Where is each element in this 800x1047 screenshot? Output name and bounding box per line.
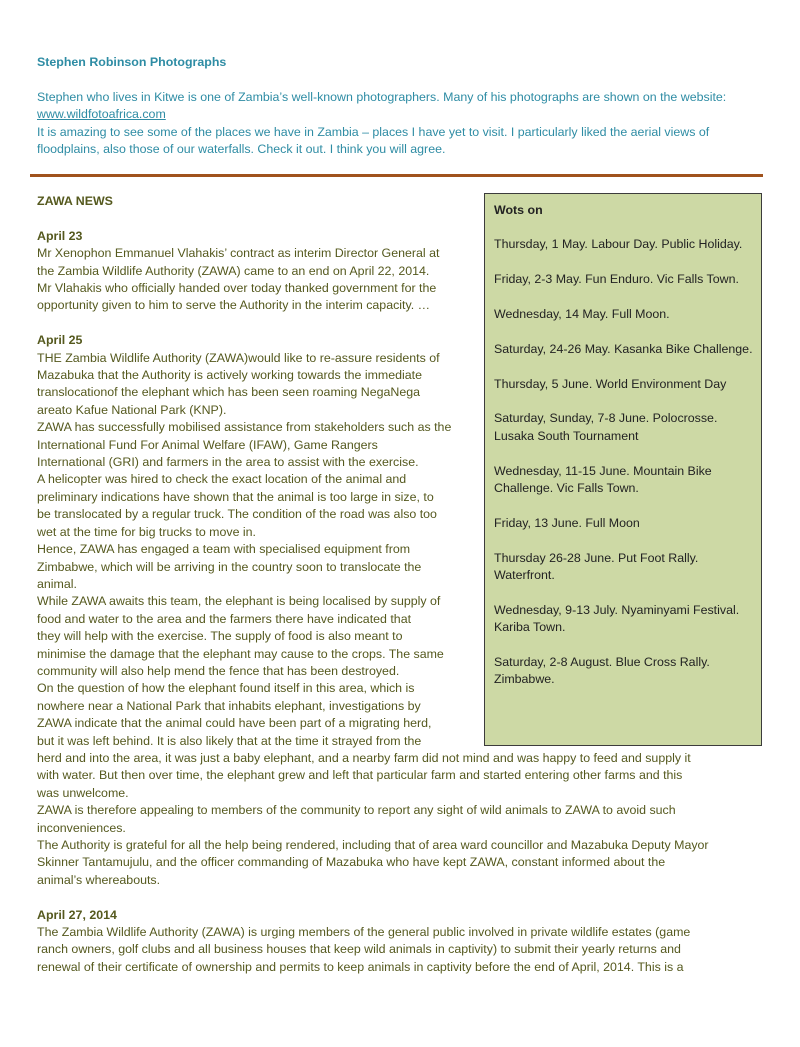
wots-on-title: Wots on [494, 203, 543, 217]
event-item: Thursday, 1 May. Labour Day. Public Holiday. [494, 237, 743, 252]
photographs-intro-text: Stephen who lives in Kitwe is one of Zambia’s well-known photographers. Many of his photographs are shown on the website: [37, 90, 727, 104]
news-text-line: While ZAWA awaits this team, the elephant is being localised by supply of [37, 594, 441, 609]
event-item: Friday, 2-3 May. Fun Enduro. Vic Falls Town. [494, 272, 739, 287]
section-title-photographs: Stephen Robinson Photographs [37, 55, 227, 69]
news-text-line: with water. But then over time, the elephant grew and left that particular farm and started entering other farms and this [37, 768, 683, 783]
event-item: Thursday 26-28 June. Put Foot Rally. Waterfront. [494, 550, 699, 582]
news-text-line: A helicopter was hired to check the exact location of the animal and [37, 472, 407, 487]
news-text-line: THE Zambia Wildlife Authority (ZAWA)would like to re-assure residents of [37, 350, 440, 365]
news-text-line: animal. [37, 576, 77, 591]
news-date-heading: April 23 [37, 228, 83, 243]
news-text-line: but it was left behind. It is also likely that at the time it strayed from the [37, 733, 422, 748]
news-text-line: herd and into the area, it was just a baby elephant, and a nearby farm did not mind and was happy to feed and supply it [37, 750, 691, 765]
photographs-body [37, 89, 767, 159]
event-item: Saturday, 24-26 May. Kasanka Bike Challenge. [494, 341, 753, 356]
event-item: Wednesday, 14 May. Full Moon. [494, 307, 670, 321]
event-item: Wednesday, 11-15 June. Mountain Bike Challenge. Vic Falls Town. [494, 463, 712, 495]
news-text-line: animal’s whereabouts. [37, 872, 161, 887]
news-text-line: opportunity given to him to serve the Authority in the interim capacity. … [37, 298, 431, 313]
news-text-line: wet at the time for big trucks to move in. [37, 524, 256, 539]
news-text-line: areato Kafue National Park (KNP). [37, 402, 227, 417]
zawa-news-title: ZAWA NEWS [37, 194, 113, 208]
news-text-line: ZAWA is therefore appealing to members of the community to report any sight of wild animals to ZAWA to avoid such [37, 803, 676, 818]
event-item: Thursday, 5 June. World Environment Day [494, 376, 727, 391]
paragraph-gap [37, 210, 777, 227]
news-text-line: was unwelcome. [37, 785, 129, 800]
news-text-line: they will help with the exercise. The supply of food is also meant to [37, 629, 403, 644]
event-item: Friday, 13 June. Full Moon [494, 515, 640, 530]
news-text-line: ZAWA has successfully mobilised assistance from stakeholders such as the [37, 420, 452, 435]
photographs-paragraph-2: It is amazing to see some of the places we have in Zambia – places I have yet to visit. I particularly liked the aerial views of floodplains, also those of our waterfalls. Check it out. I think you will agree. [37, 124, 710, 157]
event-item: Wednesday, 9-13 July. Nyaminyami Festival. Kariba Town. [494, 602, 740, 635]
website-link[interactable]: www.wildfotoafrica.com [37, 107, 166, 122]
news-text-line: renewal of their certificate of ownership and permits to keep animals in captivity before the end of April, 2014. This is a [37, 959, 684, 974]
news-text-line: Hence, ZAWA has engaged a team with specialised equipment from [37, 542, 411, 557]
news-text-line: community will also help mend the fence that has been destroyed. [37, 663, 400, 678]
section-divider [30, 174, 763, 177]
news-text-line: On the question of how the elephant found itself in this area, which is [37, 681, 415, 696]
news-text-line: International (GRI) and farmers in the area to assist with the exercise. [37, 455, 419, 470]
paragraph-gap [37, 889, 777, 906]
event-item: Saturday, 2-8 August. Blue Cross Rally. Zimbabwe. [494, 655, 710, 687]
zawa-news-article [37, 193, 777, 976]
news-text-line: Skinner Tantamujulu, and the officer commanding of Mazabuka who have kept ZAWA, constant informed about the [37, 855, 666, 870]
news-text-line: minimise the damage that the elephant may cause to the crops. The same [37, 646, 444, 661]
news-text-line: Mr Xenophon Emmanuel Vlahakis’ contract as interim Director General at [37, 246, 440, 261]
news-date-heading: April 25 [37, 333, 83, 348]
news-text-line: International Fund For Animal Welfare (IFAW), Game Rangers [37, 437, 378, 452]
news-date-heading: April 27, 2014 [37, 907, 117, 922]
news-text-line: Zimbabwe, which will be arriving in the country soon to translocate the [37, 559, 422, 574]
news-text-line: The Zambia Wildlife Authority (ZAWA) is urging members of the general public involved in private wildlife estates (game [37, 925, 691, 940]
news-text-line: be translocated by a regular truck. The condition of the road was also too [37, 507, 437, 522]
news-text-line: food and water to the area and the farmers there have indicated that [37, 611, 412, 626]
event-item: Saturday, Sunday, 7-8 June. Polocrosse. Lusaka South Tournament [494, 411, 718, 443]
news-text-line: ZAWA indicate that the animal could have been part of a migrating herd, [37, 716, 432, 731]
news-text-line: inconveniences. [37, 820, 126, 835]
news-text-line: ranch owners, golf clubs and all business houses that keep wild animals in captivity) to submit their yearly returns and [37, 942, 681, 957]
news-text-line: The Authority is grateful for all the help being rendered, including that of area ward councillor and Mazabuka Deputy Mayor [37, 838, 709, 852]
news-text-line: the Zambia Wildlife Authority (ZAWA) came to an end on April 22, 2014. [37, 263, 430, 278]
news-text-line: nowhere near a National Park that inhabits elephant, investigations by [37, 698, 421, 713]
photographs-paragraph-1 [37, 89, 767, 124]
news-text-line: preliminary indications have shown that the animal is too large in size, to [37, 489, 434, 504]
news-text-line: translocationof the elephant which has been seen roaming NegaNega [37, 385, 420, 400]
news-text-line: Mr Vlahakis who officially handed over today thanked government for the [37, 281, 437, 296]
news-text-line: Mazabuka that the Authority is actively working towards the immediate [37, 368, 422, 383]
paragraph-gap [37, 315, 777, 332]
